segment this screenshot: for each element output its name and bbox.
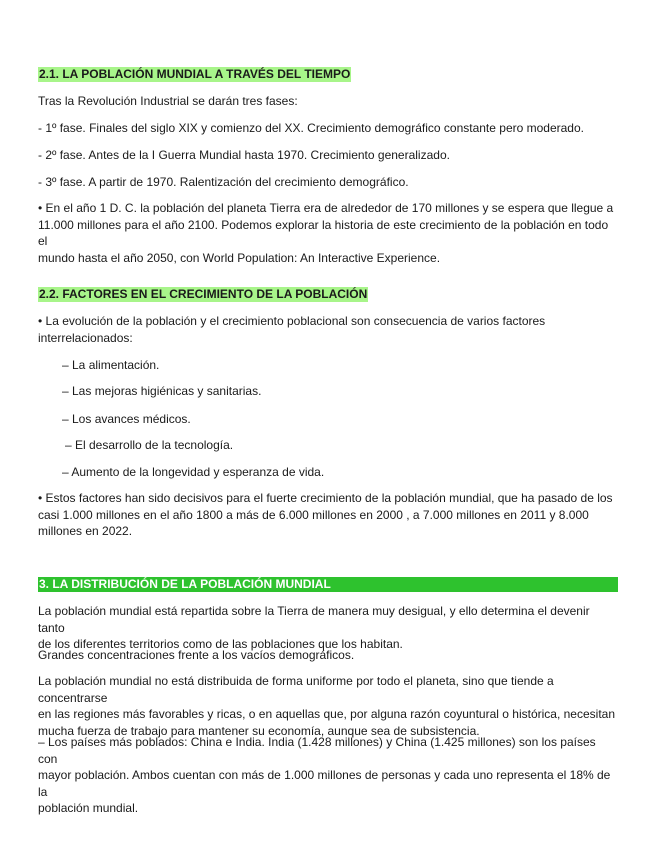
list-item: – La alimentación. [62, 358, 160, 372]
section-heading-distribution: 3. LA DISTRIBUCIÓN DE LA POBLACIÓN MUNDIAL [38, 577, 618, 592]
paragraph-concentrations: Grandes concentraciones frente a los vacíos demográficos. [38, 648, 355, 662]
list-item: – Aumento de la longevidad y esperanza de vida. [62, 465, 325, 479]
paragraph-phase-1: - 1º fase. Finales del siglo XIX y comienzo del XX. Crecimiento demográfico constante pero moderado. [38, 121, 584, 135]
paragraph-factors-intro: • La evolución de la población y el crecimiento poblacional son consecuencia de varios factores interrelacionados: [38, 314, 546, 345]
paragraph-intro: Tras la Revolución Industrial se darán tres fases: [38, 94, 298, 108]
paragraph-uneven-distribution: La población mundial está repartida sobre la Tierra de manera muy desigual, y ello determina el devenir tanto de los diferentes territorios como de las poblaciones que los habitan. [38, 604, 590, 651]
paragraph-population-history: • En el año 1 D. C. la población del planeta Tierra era de alrededor de 170 millones y se espera que llegue a 11.000 millones para el año 2100. Podemos explorar la historia de este crecimiento de la población en todo el mundo hasta el año 2050, con World Population: An Interactive Experience. [38, 201, 614, 265]
paragraph-phase-2: - 2º fase. Antes de la I Guerra Mundial hasta 1970. Crecimiento generalizado. [38, 148, 450, 162]
section-heading-population-history: 2.1. LA POBLACIÓN MUNDIAL A TRAVÉS DEL TIEMPO [39, 67, 351, 81]
paragraph-phase-3: - 3º fase. A partir de 1970. Ralentización del crecimiento demográfico. [38, 175, 409, 189]
section-heading-growth-factors: 2.2. FACTORES EN EL CRECIMIENTO DE LA POBLACIÓN [39, 287, 368, 301]
paragraph-non-uniform: La población mundial no está distribuida de forma uniforme por todo el planeta, sino que tiende a concentrarse en las regiones más favorables y ricas, o en aquellas que, por alguna razón coyuntural o histórica, necesitan mucha fuerza de trabajo para mantener su economía, aunque sea de subsistencia. [38, 674, 616, 738]
list-item: – Las mejoras higiénicas y sanitarias. [62, 384, 262, 398]
list-item: – Los avances médicos. [62, 412, 191, 426]
paragraph-factors-conclusion: • Estos factores han sido decisivos para el fuerte crecimiento de la población mundial, que ha pasado de los casi 1.000 millones en el año 1800 a más de 6.000 millones en 2000 , a 7.000 millones en 2011 y 8.000 millones en 2022. [38, 491, 613, 538]
list-item: – El desarrollo de la tecnología. [65, 438, 234, 452]
paragraph-most-populated: – Los países más poblados: China e India. India (1.428 millones) y China (1.425 millones) son los países con mayor población. Ambos cuentan con más de 1.000 millones de personas y cada uno representa el 18% de la población mundial. [38, 735, 611, 815]
